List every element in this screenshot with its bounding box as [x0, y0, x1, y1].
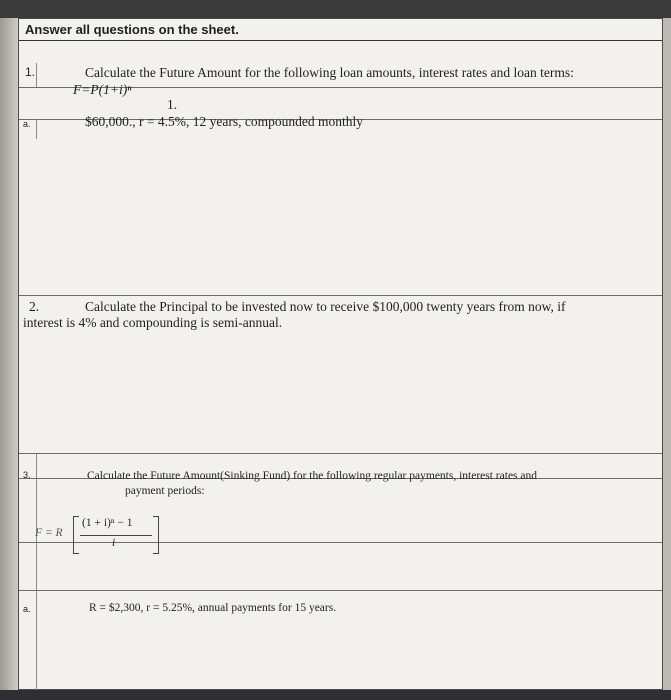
q2-line2: interest is 4% and compounding is semi-annual.: [23, 315, 283, 330]
question-2-section: [19, 296, 662, 454]
sheet-header: Answer all questions on the sheet.: [19, 19, 662, 41]
q2-number: 2.: [29, 299, 40, 314]
q3-number: 3.: [23, 470, 31, 480]
question-3-section: [19, 454, 662, 691]
question-1-section: [19, 63, 662, 296]
q1-item-divider: [36, 119, 37, 139]
q1-formula: F=P(1+i)ⁿ: [73, 82, 132, 97]
question-sheet: [18, 18, 663, 690]
q1-number: 1.: [25, 65, 36, 79]
right-shadow: [663, 18, 671, 700]
top-dark-band: [0, 0, 671, 18]
q3-line2: payment periods:: [125, 485, 205, 497]
q1-side-label: a.: [23, 119, 31, 129]
q3-item-row-divider: [19, 590, 662, 591]
q3-line1: Calculate the Future Amount(Sinking Fund) for the following regular payments, interest rates and: [87, 470, 537, 482]
q3-item: R = $2,300, r = 5.25%, annual payments for 15 years.: [89, 602, 337, 614]
q3-formula-denominator: i: [112, 537, 116, 549]
q1-number-divider: [36, 63, 37, 87]
q3-side-label: a.: [23, 604, 31, 614]
q3-left-divider: [36, 454, 37, 691]
q1-text: Calculate the Future Amount for the following loan amounts, interest rates and loan terms:: [85, 65, 574, 80]
q3-formula: [35, 514, 175, 558]
q3-fraction-bar: [80, 535, 152, 536]
q3-formula-numerator: (1 + i)ⁿ − 1: [82, 517, 133, 529]
bottom-dark-band: [0, 690, 671, 700]
q3-formula-lhs: F = R: [35, 527, 63, 539]
left-shadow: [0, 18, 18, 700]
q2-line1: Calculate the Principal to be invested now to receive $100,000 twenty years from now, if: [85, 299, 566, 314]
q1-sub-number: 1.: [167, 97, 178, 112]
q1-item: $60,000., r = 4.5%, 12 years, compounded monthly: [85, 114, 363, 129]
q3-formula-bracket: [73, 516, 159, 554]
